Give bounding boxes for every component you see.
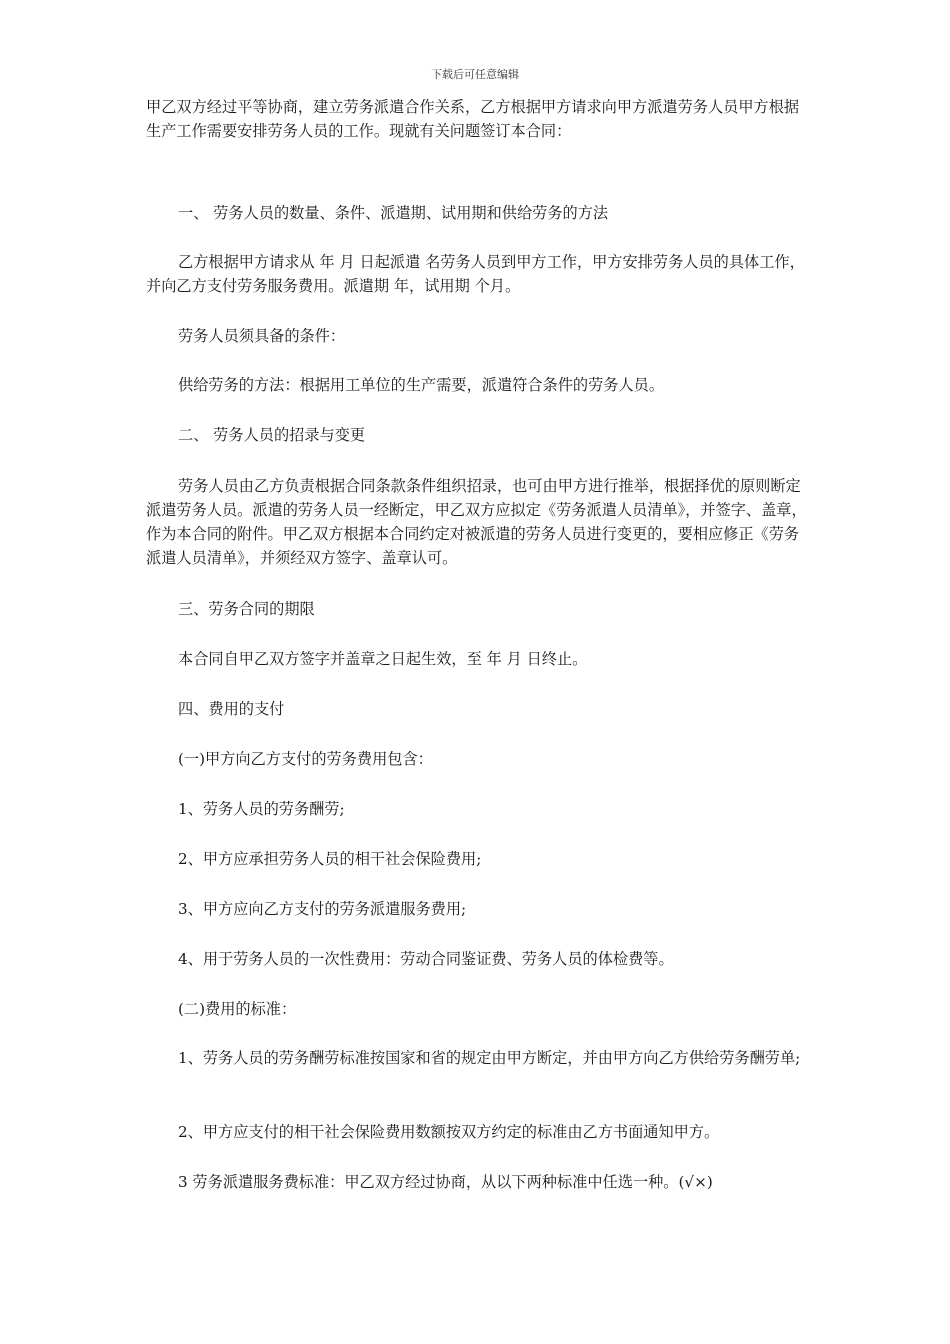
fee-item-4: 4、用于劳务人员的一次性费用：劳动合同鉴证费、劳务人员的体检费等。 <box>178 950 674 968</box>
fee-item-2: 2、甲方应承担劳务人员的相干社会保险费用; <box>178 850 482 868</box>
section-1-paragraph: 乙方根据甲方请求从 年 月 日起派遣 名劳务人员到甲方工作，甲方安排劳务人员的具体工作，并向乙方支付劳务服务费用。派遣期 年，试用期 个月。 <box>146 253 805 295</box>
section-4-heading: 四、费用的支付 <box>178 700 285 718</box>
conditions-paragraph: 劳务人员须具备的条件： <box>178 327 346 345</box>
fee-standard-item-2: 2、甲方应支付的相干社会保险费用数额按双方约定的标准由乙方书面通知甲方。 <box>178 1123 720 1141</box>
fee-standard-item-3: 3 劳务派遣服务费标准：甲乙双方经过协商，从以下两种标准中任选一种。(√×) <box>178 1173 713 1191</box>
fee-standard-heading: (二)费用的标准： <box>178 1000 297 1018</box>
section-1-heading: 一、 劳务人员的数量、条件、派遣期、试用期和供给劳务的方法 <box>178 204 609 222</box>
section-2-paragraph: 劳务人员由乙方负责根据合同条款条件组织招录，也可由甲方进行推举，根据择优的原则断定派遣劳务人员。派遣的劳务人员一经断定，甲乙双方应拟定《劳务派遣人员清单》，并签字、盖章，作为本合同的附件。甲乙双方根据本合同约定对被派遣的劳务人员进行变更的，要相应修正《劳务派遣人员清单》，并须经双方签字、盖章认可。 <box>146 477 807 567</box>
page-header: 下载后可任意编辑 <box>431 68 519 81</box>
supply-method-paragraph: 供给劳务的方法：根据用工单位的生产需要，派遣符合条件的劳务人员。 <box>178 376 664 394</box>
section-3-heading: 三、劳务合同的期限 <box>178 600 315 618</box>
fee-item-3: 3、甲方应向乙方支付的劳务派遣服务费用; <box>178 900 467 918</box>
fee-item-1: 1、劳务人员的劳务酬劳; <box>178 800 345 818</box>
fees-include-heading: (一)甲方向乙方支付的劳务费用包含： <box>178 750 433 768</box>
section-3-paragraph: 本合同自甲乙双方签字并盖章之日起生效，至 年 月 日终止。 <box>178 650 588 668</box>
intro-paragraph: 甲乙双方经过平等协商，建立劳务派遣合作关系，乙方根据甲方请求向甲方派遣劳务人员甲方根据生产工作需要安排劳务人员的工作。现就有关问题签订本合同： <box>146 98 800 140</box>
section-2-heading: 二、 劳务人员的招录与变更 <box>178 426 366 444</box>
fee-standard-item-1: 1、劳务人员的劳务酬劳标准按国家和省的规定由甲方断定，并由甲方向乙方供给劳务酬劳单; <box>178 1049 801 1067</box>
